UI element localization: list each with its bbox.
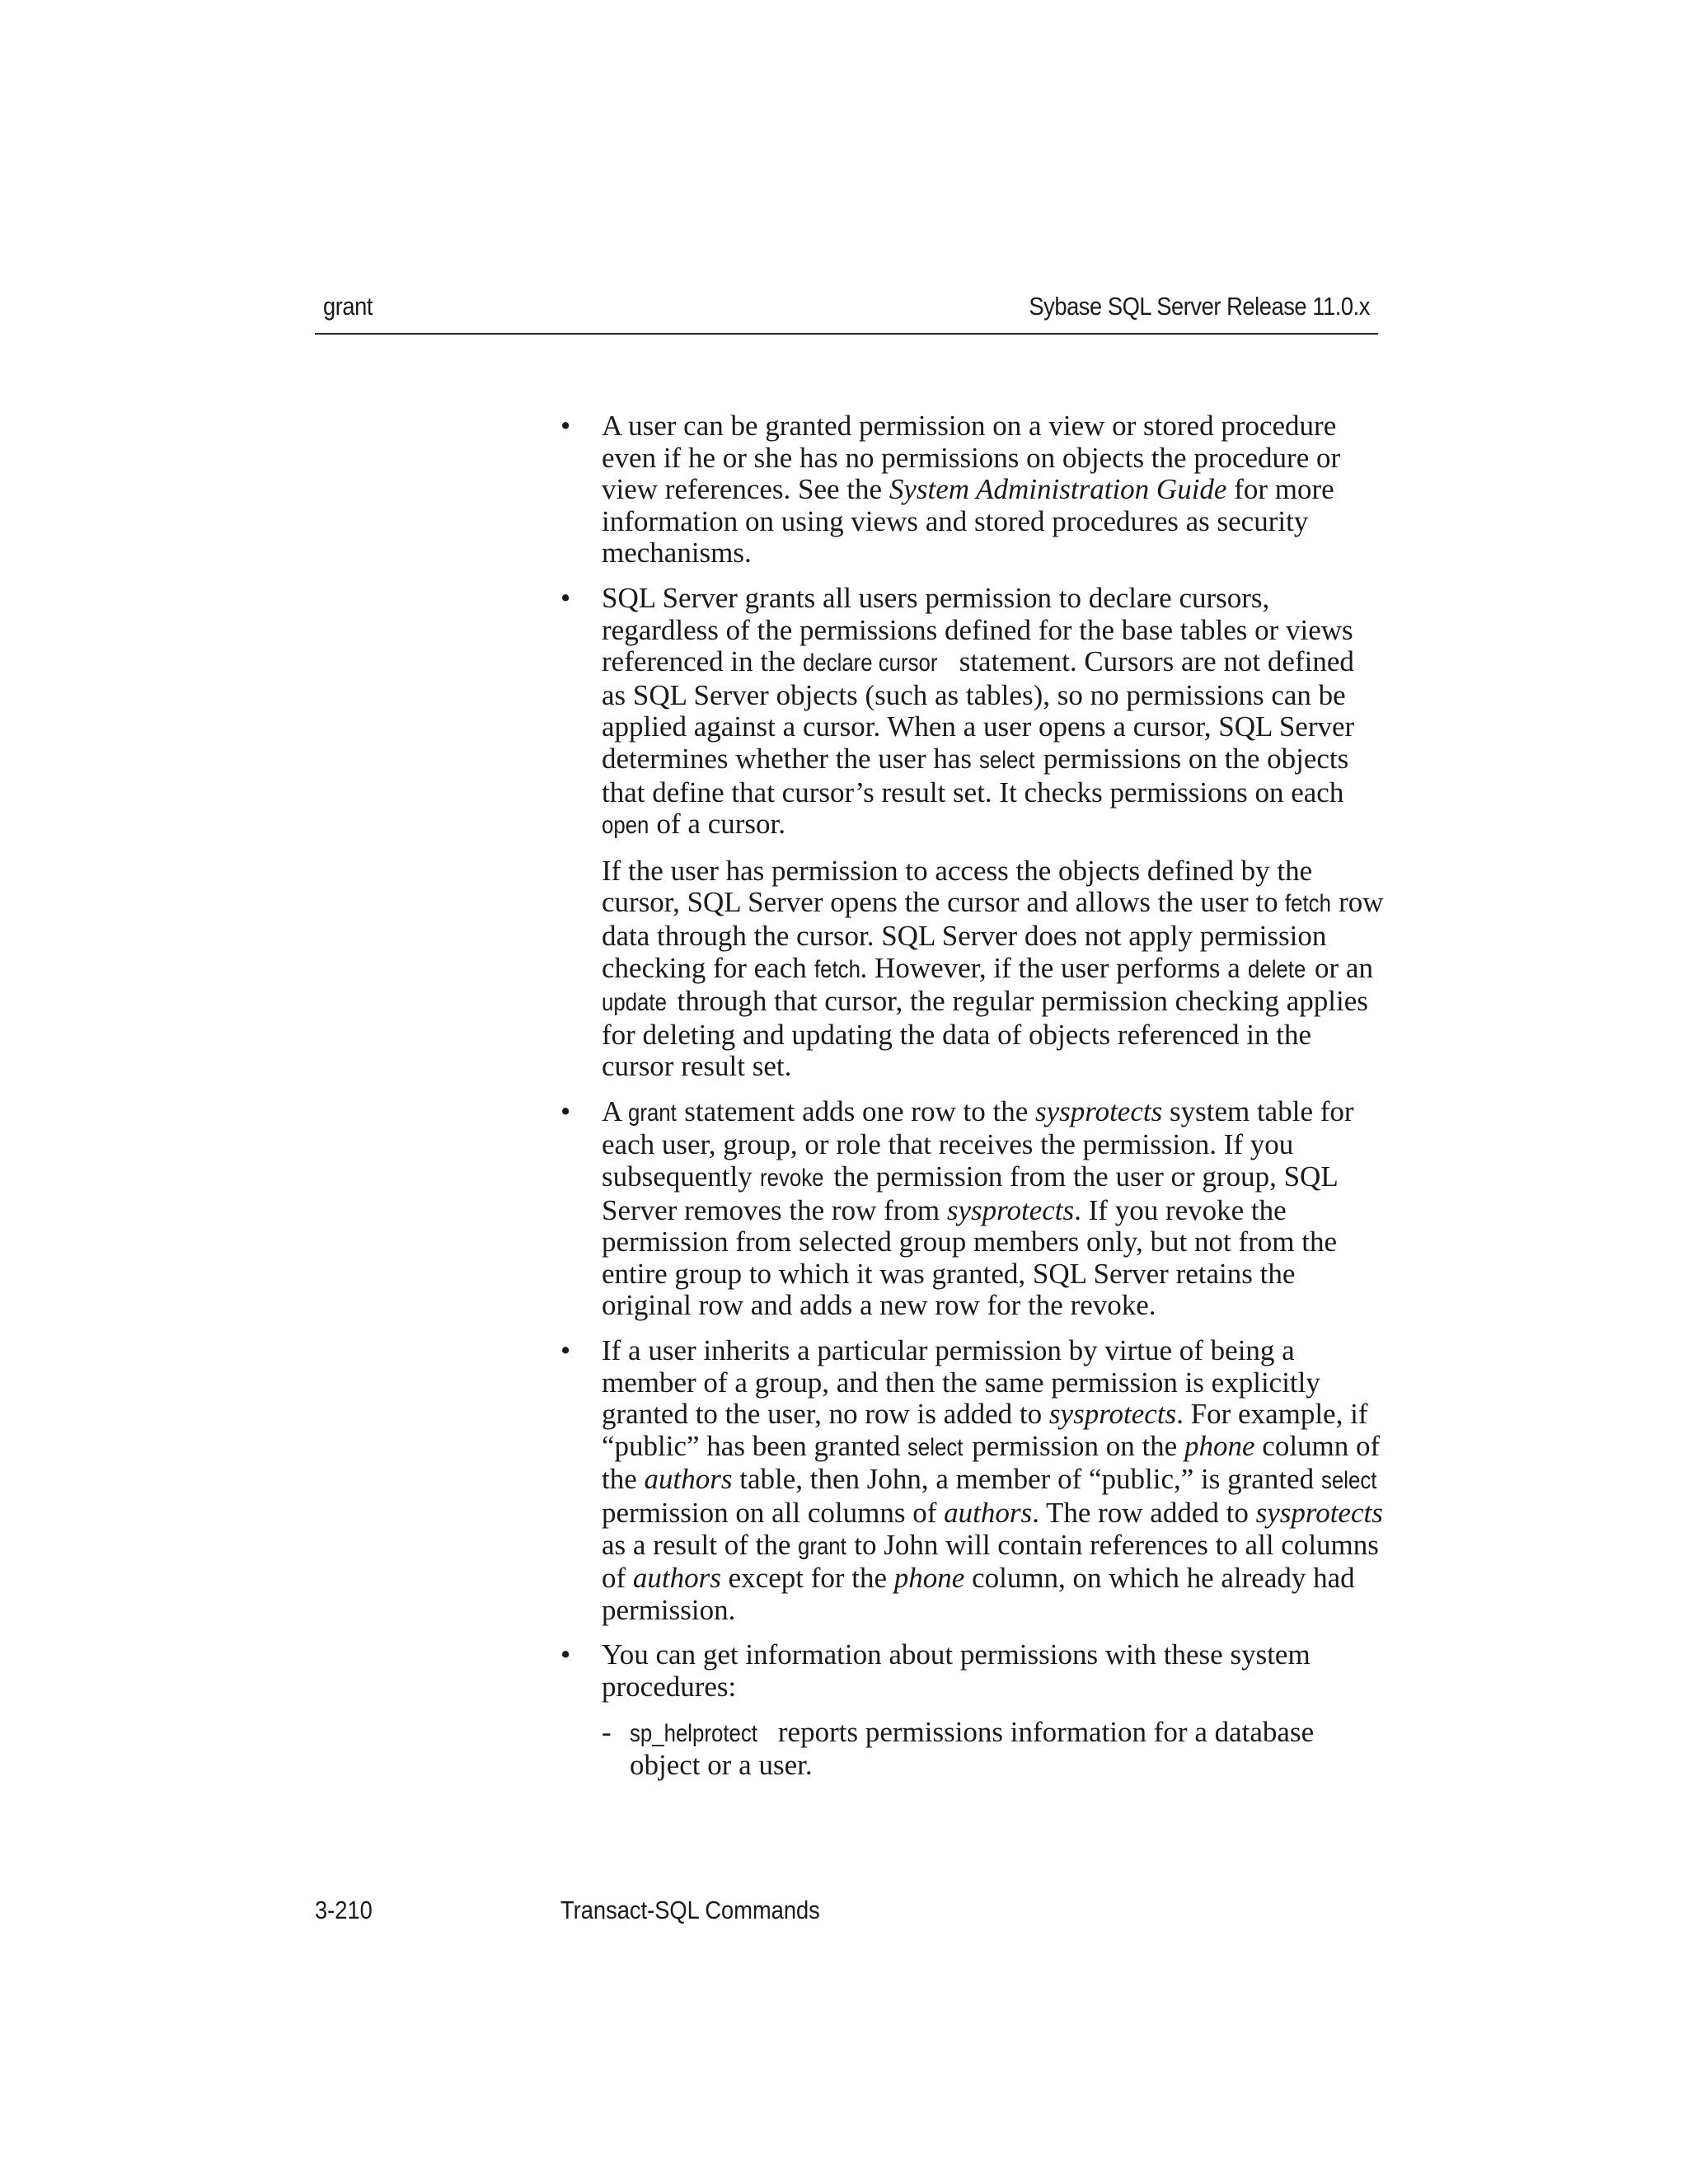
text-run: You can get information about permissions with these system procedures: bbox=[602, 1638, 1311, 1703]
code-keyword: select bbox=[1320, 1467, 1377, 1495]
bullet-icon: • bbox=[560, 1638, 571, 1671]
code-keyword: grant bbox=[628, 1099, 677, 1127]
page-number: 3-210 bbox=[315, 1896, 373, 1924]
header-product-release: Sybase SQL Server Release 11.0.x bbox=[1029, 292, 1370, 321]
code-keyword: revoke bbox=[759, 1165, 823, 1193]
text-run: system table for each user, group, or role that receives the permission. If you subsequently bbox=[602, 1094, 1354, 1193]
code-keyword: grant bbox=[798, 1532, 846, 1560]
text-run: If the user has permission to access the objects defined by the cursor, SQL Server opens the cursor and allows the user to bbox=[602, 854, 1313, 919]
procedure-name: sp_helprotect bbox=[630, 1719, 757, 1747]
text-run: column of the bbox=[602, 1429, 1381, 1496]
bullet-icon: • bbox=[560, 1334, 571, 1367]
text-run: If a user inherits a particular permission by virtue of being a member of a group, and then the same permission is explicitly granted to the user, no row is added to bbox=[602, 1334, 1320, 1431]
column-name: phone bbox=[893, 1562, 965, 1595]
text-run: . For example, if “public” has been granted bbox=[602, 1398, 1368, 1462]
bullet-item-grant-sysprotects bbox=[560, 1096, 1385, 1322]
text-run: permission on all columns of bbox=[602, 1497, 945, 1529]
text-run: through that cursor, the regular permission checking applies for deleting and updating the data of objects referenced in the cursor result set. bbox=[602, 985, 1368, 1083]
running-header bbox=[315, 288, 1378, 335]
text-run: row data through the cursor. SQL Server does not apply permission checking for each bbox=[602, 886, 1384, 984]
table-name: authors bbox=[632, 1562, 721, 1595]
paragraph-cursor-fetch bbox=[560, 855, 1385, 1083]
table-name: authors bbox=[944, 1497, 1033, 1529]
text-run: except for the bbox=[720, 1562, 894, 1595]
body-text bbox=[560, 410, 1385, 1795]
bullet-item-system-procedures bbox=[560, 1639, 1385, 1703]
text-run: statement. Cursors are not defined as SQL Server objects (such as tables), so no permissions can be applied against a cursor. When a user opens a cursor, SQL Server determines whether the user has bbox=[602, 645, 1355, 775]
text-run: SQL Server grants all users permission to declare cursors, regardless of the permissions defined for the base tables or views referenced in the bbox=[602, 581, 1353, 678]
code-keyword: open bbox=[602, 812, 649, 840]
footer-section-title: Transact-SQL Commands bbox=[560, 1896, 820, 1924]
table-name: sysprotects bbox=[1255, 1497, 1383, 1529]
text-run: . If you revoke the permission from selected group members only, but not from the entire group to which it was granted, SQL Server retains the original row and adds a new row for the revoke. bbox=[602, 1193, 1337, 1322]
bullet-icon: • bbox=[560, 581, 571, 614]
column-name: phone bbox=[1184, 1429, 1255, 1462]
code-keyword: select bbox=[907, 1433, 964, 1461]
text-run: column, on which he already had permission. bbox=[602, 1562, 1355, 1626]
table-name: sysprotects bbox=[946, 1193, 1075, 1226]
text-run: permissions on the objects that define that cursor’s result set. It checks permissions on each bbox=[602, 742, 1349, 808]
bullet-icon: • bbox=[560, 1094, 571, 1127]
text-run: . The row added to bbox=[1032, 1497, 1256, 1529]
text-run: reports permissions information for a database object or a user. bbox=[630, 1715, 1315, 1782]
text-run: or an bbox=[1307, 951, 1373, 984]
text-run: table, then John, a member of “public,” is granted bbox=[732, 1463, 1321, 1496]
text-run: of a cursor. bbox=[649, 808, 785, 841]
code-keyword: select bbox=[978, 746, 1035, 774]
text-run: statement adds one row to the bbox=[677, 1094, 1035, 1127]
bullet-item-cursor-permissions bbox=[560, 583, 1385, 842]
table-name: authors bbox=[644, 1463, 733, 1496]
text-run: . However, if the user performs a bbox=[860, 951, 1248, 984]
table-name: sysprotects bbox=[1048, 1398, 1177, 1431]
dash-icon: - bbox=[602, 1715, 612, 1748]
text-run: for more information on using views and stored procedures as security mechanisms. bbox=[602, 473, 1334, 569]
text-run: permission on the bbox=[964, 1429, 1184, 1462]
header-command-name: grant bbox=[323, 292, 373, 321]
bullet-item-view-permissions bbox=[560, 410, 1385, 569]
code-keyword: fetch bbox=[1285, 890, 1332, 918]
bullet-icon: • bbox=[560, 410, 571, 442]
code-keyword: delete bbox=[1247, 955, 1306, 983]
text-run: to John will contain references to all columns of bbox=[602, 1528, 1379, 1595]
table-name: sysprotects bbox=[1034, 1094, 1163, 1127]
dash-item-sp-helprotect bbox=[560, 1717, 1385, 1782]
code-keyword: fetch bbox=[814, 955, 860, 983]
code-keyword: declare cursor bbox=[802, 649, 938, 677]
text-run: A user can be granted permission on a view or stored procedure even if he or she has no permissions on objects the procedure or view references. See the bbox=[602, 410, 1341, 506]
text-run: the permission from the user or group, SQL Server removes the row from bbox=[602, 1160, 1338, 1226]
text-run: as a result of the bbox=[602, 1528, 799, 1561]
code-keyword: update bbox=[602, 989, 667, 1017]
text-run: A bbox=[602, 1094, 629, 1127]
book-title: System Administration Guide bbox=[889, 473, 1227, 506]
bullet-item-inherited-permission bbox=[560, 1335, 1385, 1626]
